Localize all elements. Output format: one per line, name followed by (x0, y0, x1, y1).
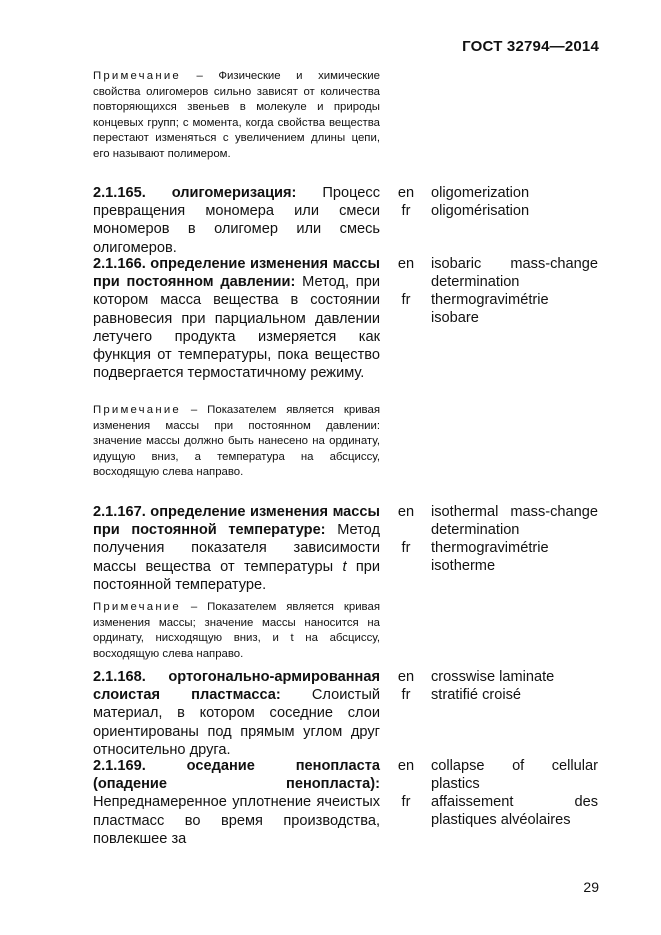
term-number: 2.1.168. (93, 669, 146, 685)
note-2-1-166 (93, 403, 380, 481)
term-name: ортогонально-армированная слоистая пластмасса: (93, 669, 380, 704)
lang-fr-label: fr (401, 292, 411, 308)
lang-fr-label: fr (401, 794, 411, 810)
note-label: Примечание (93, 70, 181, 82)
term-entry-2-1-166 (93, 255, 380, 382)
term-definition: Процесс превращения мономера или смеси мономеров в олигомер или смесь олигомеров. (93, 185, 380, 256)
term-name: оседание пенопласта (опадение пенопласта): (93, 758, 380, 793)
term-definition-a: Метод получения показателя зависимости массы вещества от температуры (93, 522, 380, 575)
lang-fr-label: fr (401, 203, 411, 219)
term-definition-b: при постоянной температуре. (93, 558, 381, 593)
page-number: 29 (583, 879, 599, 895)
note-text: – Показателем является кривая изменения массы при постоянном давлении: значение массы должно быть нанесено на ординату, идущую вниз, а температура на абсциссу, восходящую слева направо. (93, 404, 380, 479)
term-name: определение изменения массы при постоянном давлении: (93, 256, 380, 291)
equivalent-fr: stratifié croisé (431, 687, 522, 703)
note-label: Примечание (93, 404, 181, 416)
note-label: Примечание (93, 601, 181, 613)
equivalent-fr: oligomérisation (431, 203, 530, 219)
term-entry-2-1-165 (93, 184, 380, 257)
equivalent-en: isobaric mass-change determination (431, 256, 598, 291)
note-text: – Физические и химические свойства олигомеров сильно зависят от количества повторяющихся звеньев в молекуле и природы концевых групп; с момента, когда свойства вещества перестают изменяться с увеличением длины цепи, его называют полимером. (93, 70, 380, 160)
term-number: 2.1.165. (93, 185, 146, 201)
term-definition: Непреднамеренное уплотнение ячеистых пластмасс во время производства, повлекшее за (93, 794, 380, 847)
term-name: определение изменения массы при постоянной температуре: (93, 504, 380, 539)
term-name: олигомеризация: (171, 185, 297, 201)
equivalent-en: crosswise laminate (431, 669, 555, 685)
lang-en-label: en (397, 185, 415, 201)
note-text: – Показателем является кривая изменения массы; значение массы наносится на ординату, нисходящую вниз, и t на абсциссу, восходящую слева направо. (93, 601, 380, 660)
term-definition: Слоистый материал, в котором соседние слои ориентированы под прямым углом друг относительно друга. (93, 687, 380, 758)
equivalent-en: oligomerization (431, 185, 530, 201)
term-variable: t (342, 558, 347, 575)
lang-fr-label: fr (401, 540, 411, 556)
note-2-1-167 (93, 600, 380, 662)
equivalent-fr: thermogravimétrie isobare (431, 292, 549, 327)
term-number: 2.1.166. (93, 256, 146, 272)
equivalent-en: isothermal mass-change determination (431, 504, 598, 539)
term-number: 2.1.169. (93, 758, 146, 774)
lang-en-label: en (397, 669, 415, 685)
equivalent-en: collapse of cellular plastics (431, 758, 598, 793)
term-entry-2-1-168 (93, 668, 380, 759)
lang-en-label: en (397, 758, 415, 774)
term-entry-2-1-167 (93, 503, 380, 594)
term-entry-2-1-169 (93, 757, 380, 848)
equivalent-fr: affaissement des plastiques alvéolaires (431, 794, 598, 829)
term-number: 2.1.167. (93, 504, 146, 520)
term-definition: Метод, при котором масса вещества в состоянии равновесия при парциальном давлении летучего продукта измеряется как функция от температуры, пока вещество подвергается термостатичному режиму. (93, 274, 380, 382)
standard-header: ГОСТ 32794—2014 (462, 38, 599, 55)
lang-en-label: en (397, 256, 415, 272)
lang-fr-label: fr (401, 687, 411, 703)
equivalent-fr: thermogravimétrie isotherme (431, 540, 549, 575)
note-top (93, 69, 380, 163)
lang-en-label: en (397, 504, 415, 520)
